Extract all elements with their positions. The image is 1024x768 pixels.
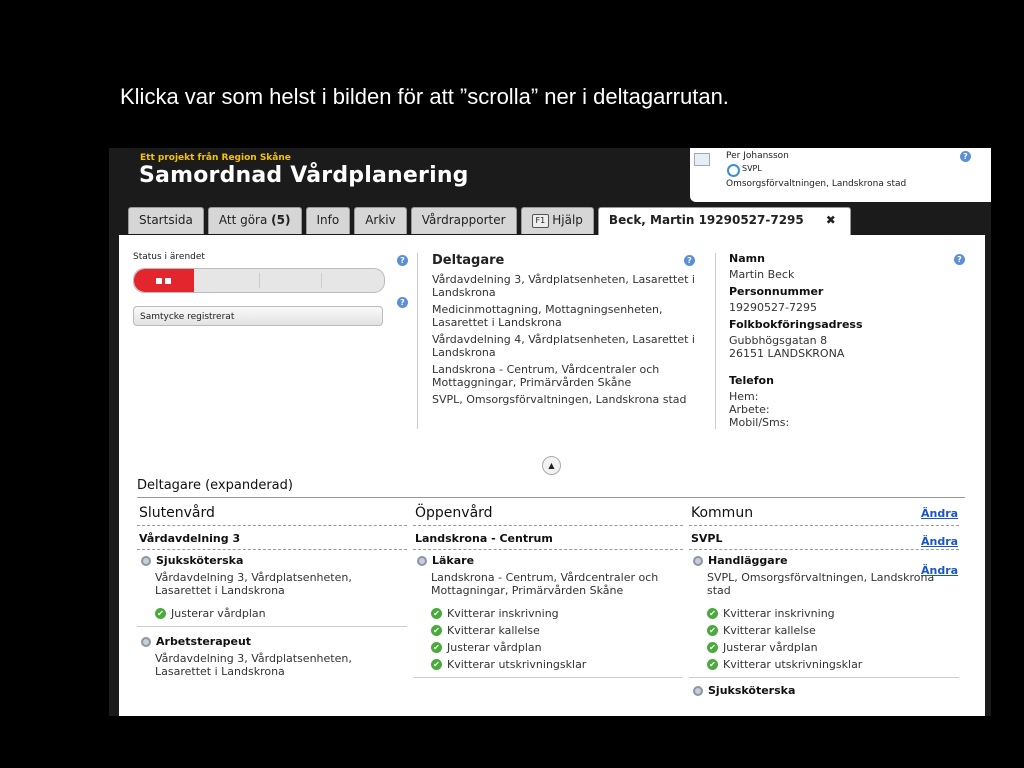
expanded-title: Deltagare (expanderad) — [137, 478, 293, 493]
role-name: Sjuksköterska — [708, 684, 796, 697]
check-label: Kvitterar utskrivningsklar — [723, 658, 863, 671]
participant-item: SVPL, Omsorgsförvaltningen, Landskrona stad — [432, 393, 687, 406]
user-department: Omsorgsförvaltningen, Landskrona stad — [726, 179, 907, 189]
andra-link-role[interactable]: Ändra — [921, 564, 959, 577]
role-block — [137, 550, 407, 620]
check-icon: ✔ — [707, 659, 718, 670]
tab-startsida[interactable]: Startsida — [128, 207, 204, 234]
role-desc: Vårdavdelning 3, Vårdplatsenheten, Lasarettet i Landskrona — [155, 652, 352, 678]
check-label: Kvitterar inskrivning — [723, 607, 835, 620]
user-card-icon — [694, 153, 710, 166]
gear-icon — [693, 556, 703, 566]
andra-link-kommun[interactable]: Ändra — [921, 507, 959, 520]
tab-hjalp[interactable] — [521, 207, 594, 234]
user-box — [690, 148, 991, 202]
check-icon: ✔ — [431, 642, 442, 653]
progress-marker — [156, 278, 162, 284]
role-block — [137, 627, 407, 678]
role-name: Läkare — [432, 554, 475, 567]
participants-panel — [432, 253, 707, 410]
status-help-icon[interactable]: ? — [397, 255, 408, 266]
tab-vardrapporter[interactable]: Vårdrapporter — [411, 207, 517, 234]
column-oppenvard — [413, 503, 683, 678]
tab-patient[interactable] — [598, 207, 851, 236]
gear-icon — [693, 686, 703, 696]
participant-item: Vårdavdelning 3, Vårdplatsenheten, Lasarettet i Landskrona — [432, 273, 695, 299]
tab-hjalp-label: Hjälp — [552, 213, 583, 227]
f1-key-icon: F1 — [532, 214, 550, 228]
unit-name: SVPL — [689, 526, 959, 550]
tab-att-gora-label: Att göra — [218, 213, 268, 227]
tab-att-gora[interactable] — [208, 207, 302, 234]
role-desc: SVPL, Omsorgsförvaltningen, Landskrona stad — [707, 571, 935, 597]
consent-help-icon[interactable]: ? — [397, 297, 408, 308]
name-value: Martin Beck — [729, 268, 795, 281]
status-progress-bar — [133, 268, 385, 293]
collapse-arrow-icon[interactable]: ▲ — [542, 456, 561, 475]
andra-link-unit[interactable]: Ändra — [921, 535, 959, 548]
patient-content — [119, 235, 985, 716]
column-kommun — [689, 503, 959, 697]
column-title: Kommun — [689, 503, 959, 526]
participant-item: Medicinmottagning, Mottagningsenheten, Lasarettet i Landskrona — [432, 303, 663, 329]
person-help-icon[interactable]: ? — [954, 254, 965, 265]
person-panel — [729, 252, 959, 429]
tab-info[interactable]: Info — [306, 207, 351, 234]
role-name: Arbetsterapeut — [156, 635, 252, 648]
participants-help-icon[interactable]: ? — [684, 255, 695, 266]
column-slutenvard — [137, 503, 407, 678]
check-icon: ✔ — [431, 608, 442, 619]
pnr-label: Personnummer — [729, 285, 824, 298]
phone-home: Hem: — [729, 390, 759, 403]
check-label: Kvitterar utskrivningsklar — [447, 658, 587, 671]
check-label: Justerar vårdplan — [447, 641, 542, 654]
main-tabs — [128, 207, 851, 235]
role-block — [689, 550, 959, 671]
progress-step-divider — [259, 273, 260, 288]
phone-label: Telefon — [729, 374, 774, 387]
gear-icon — [141, 637, 151, 647]
progress-step-divider — [321, 273, 322, 288]
phone-mobile: Mobil/Sms: — [729, 416, 790, 429]
name-label: Namn — [729, 252, 765, 265]
tab-att-gora-count: (5) — [271, 213, 291, 227]
check-icon: ✔ — [431, 625, 442, 636]
check-label: Kvitterar kallelse — [723, 624, 816, 637]
check-icon: ✔ — [707, 608, 718, 619]
check-icon: ✔ — [707, 642, 718, 653]
column-title: Öppenvård — [413, 503, 683, 526]
divider — [413, 677, 683, 678]
gear-icon — [417, 556, 427, 566]
close-icon[interactable]: ✖ — [825, 213, 836, 227]
unit-name: Landskrona - Centrum — [413, 526, 683, 550]
status-progress-fill — [134, 269, 194, 292]
unit-name: Vårdavdelning 3 — [137, 526, 407, 550]
participants-title: Deltagare — [432, 253, 505, 268]
check-icon: ✔ — [707, 625, 718, 636]
check-label: Justerar vårdplan — [171, 607, 266, 620]
app-window — [109, 148, 991, 716]
brand-title: Samordnad Vårdplanering — [139, 163, 469, 188]
gear-icon — [141, 556, 151, 566]
tab-arkiv[interactable]: Arkiv — [354, 207, 407, 234]
help-icon[interactable]: ? — [960, 151, 971, 162]
role-name: Handläggare — [708, 554, 788, 567]
role-block — [413, 550, 683, 671]
check-icon: ✔ — [155, 608, 166, 619]
check-label: Justerar vårdplan — [723, 641, 818, 654]
user-name: Per Johansson — [726, 151, 789, 161]
address-label: Folkbokföringsadress — [729, 318, 863, 331]
role-desc: Vårdavdelning 3, Vårdplatsenheten, Lasarettet i Landskrona — [155, 571, 352, 597]
phone-work: Arbete: — [729, 403, 770, 416]
check-label: Kvitterar inskrivning — [447, 607, 559, 620]
divider — [715, 253, 716, 429]
divider — [137, 497, 965, 498]
progress-marker — [165, 278, 171, 284]
pnr-value: 19290527-7295 — [729, 301, 817, 314]
consent-bar[interactable]: Samtycke registrerat — [133, 306, 383, 326]
address-line1: Gubbhögsgatan 8 — [729, 334, 828, 347]
role-name: Sjuksköterska — [156, 554, 244, 567]
role-desc: Landskrona - Centrum, Vårdcentraler och Mottagningar, Primärvården Skåne — [431, 571, 659, 597]
participant-item: Vårdavdelning 4, Vårdplatsenheten, Lasarettet i Landskrona — [432, 333, 695, 359]
org-circle-icon — [727, 164, 740, 177]
address-line2: 26151 LANDSKRONA — [729, 347, 845, 360]
check-label: Kvitterar kallelse — [447, 624, 540, 637]
brand-subtitle: Ett projekt från Region Skåne — [140, 153, 291, 163]
instruction-caption: Klicka var som helst i bilden för att ”scrolla” ner i deltagarrutan. — [120, 84, 729, 109]
participant-item: Landskrona - Centrum, Vårdcentraler och Mottaggningar, Primärvården Skåne — [432, 363, 660, 389]
column-title: Slutenvård — [137, 503, 407, 526]
check-icon: ✔ — [431, 659, 442, 670]
status-label: Status i ärendet — [133, 252, 205, 262]
tab-patient-label: Beck, Martin 19290527-7295 — [608, 213, 804, 227]
divider — [417, 253, 418, 429]
user-org: SVPL — [742, 164, 762, 173]
role-block — [689, 678, 959, 697]
